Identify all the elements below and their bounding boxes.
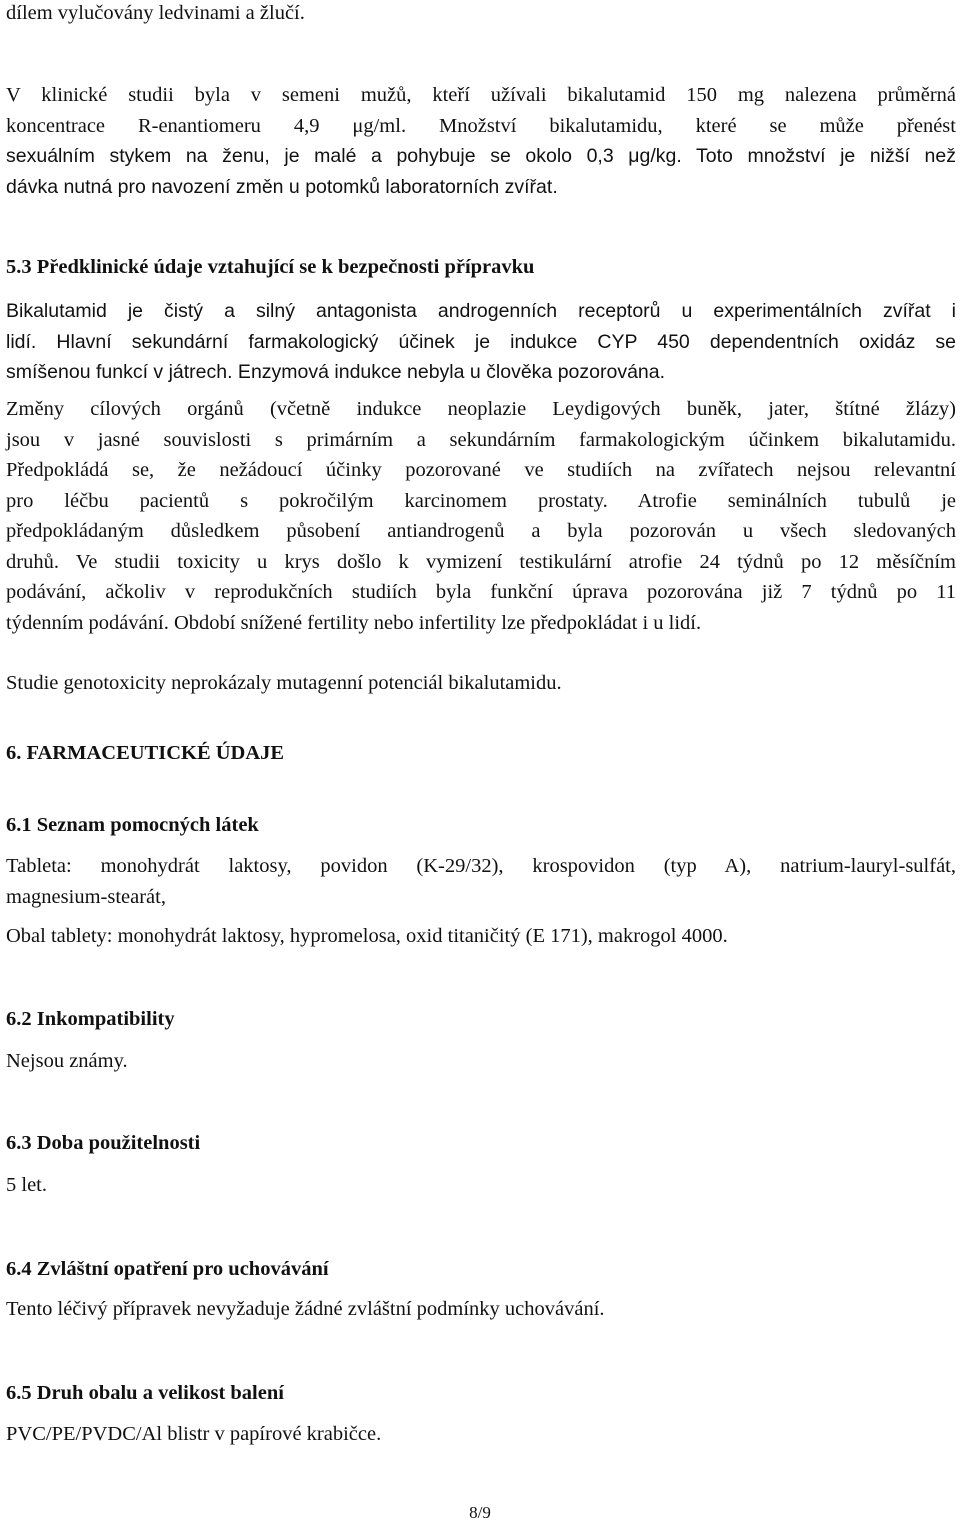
text-line: Bikalutamid je čistý a silný antagonista androgenních receptorů u experimentálních zvířat i <box>6 300 956 322</box>
text-line: V klinické studii byla v semeni mužů, kteří užívali bikalutamid 150 mg nalezena průměrná <box>6 84 956 106</box>
text-line: podávání, ačkoliv v reprodukčních studiích byla funkční úprava pozorována již 7 týdnů po 11 <box>6 581 956 603</box>
text-line: Tableta: monohydrát laktosy, povidon (K-29/32), krospovidon (typ A), natrium-lauryl-sulfát, <box>6 855 956 877</box>
storage-text <box>6 1294 956 1325</box>
excipients-list <box>6 851 956 912</box>
text-line: předpokládaným důsledkem působení antiandrogenů a byla pozorován u všech sledovaných <box>6 520 956 542</box>
text-line: Studie genotoxicity neprokázaly mutagenní potenciál bikalutamidu. <box>6 672 562 694</box>
paragraph-5-3-3 <box>6 668 956 699</box>
page-number: 8/9 <box>469 1503 491 1522</box>
section-heading-6-1: 6.1 Seznam pomocných látek <box>6 814 259 836</box>
text-line: dávka nutná pro navození změn u potomků laboratorních zvířat. <box>6 175 558 198</box>
paragraph-5-3-2 <box>6 394 956 638</box>
packaging-text <box>6 1419 956 1450</box>
text-line: Změny cílových orgánů (včetně indukce neoplazie Leydigových buněk, jater, štítné žlázy) <box>6 398 956 420</box>
paragraph-5-3-1 <box>6 296 956 388</box>
incompatibility-text <box>6 1046 956 1077</box>
section-heading-6: 6. FARMACEUTICKÉ ÚDAJE <box>6 742 285 764</box>
text-line: pro léčbu pacientů s pokročilým karcinomem prostaty. Atrofie seminálních tubulů je <box>6 489 956 512</box>
section-heading-6-2: 6.2 Inkompatibility <box>6 1008 175 1030</box>
text-line: lidí. Hlavní sekundární farmakologický účinek je indukce CYP 450 dependentních oxidáz se <box>6 330 956 353</box>
section-heading-6-3: 6.3 Doba použitelnosti <box>6 1132 201 1154</box>
section-heading-5-3: 5.3 Předklinické údaje vztahující se k bezpečnosti přípravku <box>6 256 535 278</box>
shelf-life-text <box>6 1170 956 1201</box>
intro-text <box>6 0 956 29</box>
text-line: týdenním podávání. Období snížené fertility nebo infertility lze předpokládat i u lidí. <box>6 611 702 634</box>
text-line: Nejsou známy. <box>6 1050 128 1072</box>
section-heading-6-4: 6.4 Zvláštní opatření pro uchovávání <box>6 1258 329 1280</box>
text-line: Předpokládá se, že nežádoucí účinky pozorované ve studiích na zvířatech nejsou relevantní <box>6 459 956 481</box>
text-line: dílem vylučovány ledvinami a žlučí. <box>6 2 305 24</box>
text-line: smíšenou funkcí v játrech. Enzymová indukce nebyla u člověka pozorována. <box>6 361 666 383</box>
text-line: druhů. Ve studii toxicity u krys došlo k vymizení testikulární atrofie 24 týdnů po 12 měsíčním <box>6 550 956 573</box>
text-line: Obal tablety: monohydrát laktosy, hypromelosa, oxid titaničitý (E 171), makrogol 4000. <box>6 925 728 947</box>
text-line: magnesium-stearát, <box>6 885 166 908</box>
semen-paragraph <box>6 80 956 202</box>
coating-list <box>6 921 956 952</box>
text-line: PVC/PE/PVDC/Al blistr v papírové krabičce. <box>6 1423 382 1445</box>
text-line: jsou v jasné souvislosti s primárním a sekundárním farmakologickým účinkem bikalutamidu. <box>6 428 956 451</box>
text-line: 5 let. <box>6 1174 47 1196</box>
text-line: koncentrace R-enantiomeru 4,9 μg/ml. Množství bikalutamidu, které se může přenést <box>6 114 956 137</box>
text-line: sexuálním stykem na ženu, je malé a pohybuje se okolo 0,3 μg/kg. Toto množství je nižší než <box>6 145 956 167</box>
section-heading-6-5: 6.5 Druh obalu a velikost balení <box>6 1382 284 1404</box>
text-line: Tento léčivý přípravek nevyžaduje žádné zvláštní podmínky uchovávání. <box>6 1298 605 1320</box>
